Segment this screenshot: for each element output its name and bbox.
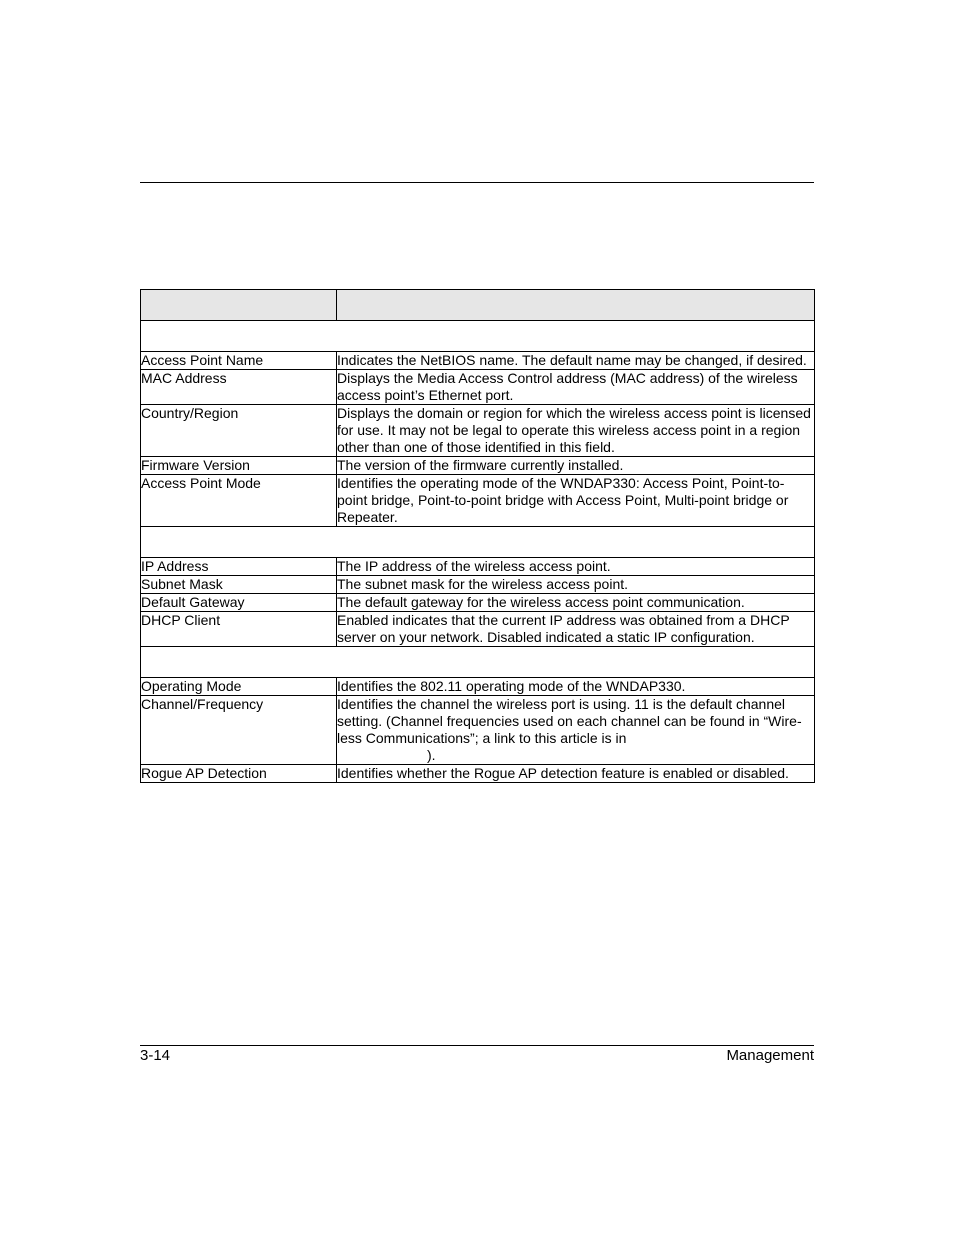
field-name: Country/Region <box>141 405 337 457</box>
section-header-row <box>141 647 815 678</box>
field-description: Enabled indicates that the current IP address was obtained from a DHCP server on your network. Disabled indicated a static IP configuration. <box>337 612 815 647</box>
section-header-cell <box>141 647 815 678</box>
table-row <box>141 678 815 696</box>
field-name: Subnet Mask <box>141 576 337 594</box>
header-rule <box>140 182 814 183</box>
status-fields-table <box>140 289 815 783</box>
table-row <box>141 696 815 765</box>
table-row <box>141 558 815 576</box>
field-description-cell <box>337 696 815 765</box>
field-name: Access Point Name <box>141 352 337 370</box>
field-description: Displays the domain or region for which the wireless access point is licensed for use. It may not be legal to operate this wireless access point in a region other than one of those identified in this field. <box>337 405 815 457</box>
field-description: Displays the Media Access Control address (MAC address) of the wireless access point’s Ethernet port. <box>337 370 815 405</box>
table-row <box>141 405 815 457</box>
field-name: Operating Mode <box>141 678 337 696</box>
footer-section-title: Management <box>726 1047 814 1064</box>
table-row <box>141 765 815 783</box>
field-description-tail: ). <box>427 747 436 763</box>
page-number: 3-14 <box>140 1047 171 1064</box>
field-description: The default gateway for the wireless access point communication. <box>337 594 815 612</box>
field-name: Default Gateway <box>141 594 337 612</box>
field-description: Identifies whether the Rogue AP detection feature is enabled or disabled. <box>337 765 815 783</box>
section-header-cell <box>141 527 815 558</box>
field-description: Identifies the 802.11 operating mode of the WNDAP330. <box>337 678 815 696</box>
table-row <box>141 457 815 475</box>
field-name: DHCP Client <box>141 612 337 647</box>
field-name: IP Address <box>141 558 337 576</box>
table-row <box>141 475 815 527</box>
table-row <box>141 370 815 405</box>
table-row <box>141 594 815 612</box>
field-description: The subnet mask for the wireless access point. <box>337 576 815 594</box>
field-description: The IP address of the wireless access point. <box>337 558 815 576</box>
field-name: Rogue AP Detection <box>141 765 337 783</box>
field-name: Access Point Mode <box>141 475 337 527</box>
table-row <box>141 576 815 594</box>
field-description: Identifies the operating mode of the WNDAP330: Access Point, Point-to-point bridge, Point-to-point bridge with Access Point, Multi-point bridge or Repeater. <box>337 475 815 527</box>
table-header-row <box>141 290 815 321</box>
section-header-cell <box>141 321 815 352</box>
field-name: Firmware Version <box>141 457 337 475</box>
section-header-row <box>141 321 815 352</box>
field-name: Channel/Frequency <box>141 696 337 765</box>
table-header-field <box>141 290 337 321</box>
table-header-description <box>337 290 815 321</box>
field-description: Indicates the NetBIOS name. The default name may be changed, if desired. <box>337 352 815 370</box>
section-header-row <box>141 527 815 558</box>
table-row <box>141 612 815 647</box>
field-description: The version of the firmware currently installed. <box>337 457 815 475</box>
table-row <box>141 352 815 370</box>
field-description: Identifies the channel the wireless port is using. 11 is the default channel setting. (Channel frequencies used on each channel can be found in “Wire-less Communications”; a link to this article is in <box>337 696 802 746</box>
field-name: MAC Address <box>141 370 337 405</box>
footer-rule <box>140 1045 814 1046</box>
